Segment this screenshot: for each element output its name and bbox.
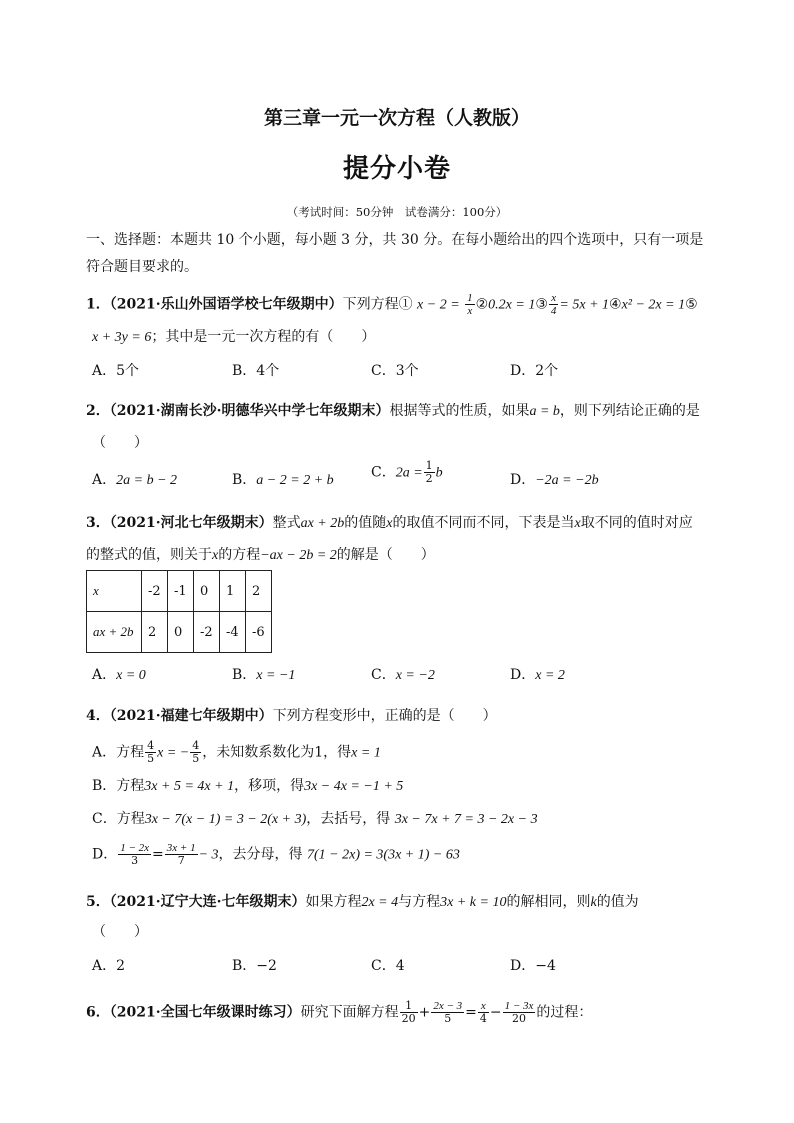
page-subtitle: 提分小卷 xyxy=(342,154,451,184)
option-a: A．2 xyxy=(92,958,126,974)
fraction: $\frac{2x - 3}{5}$ xyxy=(433,1000,463,1025)
question-source: （2021·乐山外国语学校七年级期中） xyxy=(109,296,343,313)
question-source: （2021·河北七年级期末） xyxy=(109,515,273,531)
question-number: 1． xyxy=(86,296,110,313)
option-d: D．2个 xyxy=(510,363,559,379)
table-cell: -4 xyxy=(220,612,246,653)
table-cell: 1 xyxy=(220,571,246,612)
question-3-line1: 3．（2021·河北七年级期末）整式ax + 2b的值随x的取值不同而不同，下表是当x取不同的值时对应 xyxy=(86,515,693,531)
table-cell: -1 xyxy=(168,571,194,612)
question-2-paren: （ ） xyxy=(92,435,148,451)
fraction: $\frac{3x + 1}{7}$ xyxy=(166,842,196,867)
question-source: （2021·福建七年级期中） xyxy=(109,708,273,724)
table-cell: -6 xyxy=(246,612,272,653)
option-d: D．−4 xyxy=(510,958,556,974)
option-b: B．方程3x + 5 = 4x + 1，移项，得3x − 4x = −1 + 5 xyxy=(92,778,404,794)
option-b: B．x = −1 xyxy=(232,667,296,683)
equation: = 5x + 1 xyxy=(559,297,610,313)
option-d: D．−2a = −2b xyxy=(510,472,599,488)
equation: a = b xyxy=(529,404,560,419)
option-b: B．4个 xyxy=(232,363,280,379)
fraction: $\frac{1 - 3x}{20}$ xyxy=(504,1000,534,1025)
table-cell: 0 xyxy=(168,612,194,653)
equation: 0.2x = 1 xyxy=(488,297,536,313)
option-d: D．x = 2 xyxy=(510,667,565,683)
value-table xyxy=(86,570,272,653)
option-b: B．−2 xyxy=(232,958,277,974)
fraction: $\frac{1}{20}$ xyxy=(401,999,416,1025)
fraction: $\frac{4}{5}$ xyxy=(147,739,155,765)
table-row xyxy=(87,571,272,612)
table-cell: 2 xyxy=(246,571,272,612)
fraction: $\frac{1}{x}$ xyxy=(467,292,473,317)
table-cell: 0 xyxy=(194,571,220,612)
question-stem: 下列方程① xyxy=(342,296,413,313)
table-row xyxy=(87,612,272,653)
option-b: B．a − 2 = 2 + b xyxy=(232,472,334,488)
equation: x − 2 = xyxy=(417,297,460,313)
option-c: C．2a = $\frac{1}{2}$ b xyxy=(371,459,443,485)
question-5-paren: （ ） xyxy=(92,924,148,940)
table-cell: 2 xyxy=(142,612,168,653)
option-a: A．x = 0 xyxy=(92,667,146,683)
question-1-line2: x + 3y = 6；其中是一元一次方程的有（ ） xyxy=(92,329,376,345)
question-2-line1: 2．（2021·湖南长沙·明德华兴中学七年级期末）根据等式的性质，如果a = b，则下列结论正确的是 xyxy=(86,403,700,419)
table-cell: -2 xyxy=(194,612,220,653)
question-6-line1: 6．（2021·全国七年级课时练习）研究下面解方程 $\frac{1}{20}$ + $\frac{2x - 3}{5}$ = $\frac{x}{4}$ − $\frac{1 - 3x}{20}$ 的过程： xyxy=(86,999,593,1025)
question-source: （2021·辽宁大连·七年级期末） xyxy=(109,894,306,910)
page-title: 第三章一元一次方程（人教版） xyxy=(263,107,530,129)
equation: x² − 2x = 1 xyxy=(621,297,686,313)
fraction: $\frac{x}{4}$ xyxy=(550,292,557,317)
option-a: A．5个 xyxy=(92,363,140,379)
fraction: $\frac{1 - 2x}{3}$ xyxy=(120,842,150,867)
question-3-line2: 的整式的值，则关于x的方程−ax − 2b = 2的解是（ ） xyxy=(86,547,435,563)
option-c: C．4 xyxy=(371,958,405,974)
question-4-stem: 4．（2021·福建七年级期中）下列方程变形中，正确的是（ ） xyxy=(86,708,497,724)
question-5-line1: 5．（2021·辽宁大连·七年级期末）如果方程2x = 4与方程3x + k = 10的解相同，则k的值为 xyxy=(86,894,639,910)
question-source: （2021·湖南长沙·明德华兴中学七年级期末） xyxy=(109,403,390,419)
fraction: $\frac{4}{5}$ xyxy=(192,739,200,765)
fraction: $\frac{1}{2}$ xyxy=(425,459,433,485)
exam-meta: （考试时间：50分钟 试卷满分：100分） xyxy=(286,205,508,219)
section-heading-line1: 一、选择题：本题共 10 个小题，每小题 3 分，共 30 分。在每小题给出的四个选项中，只有一项是 xyxy=(86,232,704,248)
equation: x + 3y = 6 xyxy=(92,330,152,345)
option-c: C．方程3x − 7(x − 1) = 3 − 2(x + 3)，去括号，得 3x − 7x + 7 = 3 − 2x − 3 xyxy=(92,811,538,827)
question-1-line1: 1．（2021·乐山外国语学校七年级期中）下列方程① x − 2 = $\frac{1}{x}$ ②0.2x = 1③ $\frac{x}{4}$ = 5x + 1④x² − 2x = 1⑤ xyxy=(86,292,698,317)
option-c: C．x = −2 xyxy=(371,667,435,683)
option-d: D． $\frac{1 - 2x}{3}$ = $\frac{3x + 1}{7}$ − 3，去分母，得 7(1 − 2x) = 3(3x + 1) − 63 xyxy=(92,842,460,867)
table-cell: ax + 2b xyxy=(87,612,142,653)
fraction: $\frac{x}{4}$ xyxy=(479,1000,487,1025)
option-c: C．3个 xyxy=(371,363,419,379)
option-a: A．方程 $\frac{4}{5}$ x = − $\frac{4}{5}$ ，未知数系数化为1，得x = 1 xyxy=(92,739,381,765)
option-a: A．2a = b − 2 xyxy=(92,472,178,488)
question-source: （2021·全国七年级课时练习） xyxy=(109,1004,301,1021)
section-heading-line2: 符合题目要求的。 xyxy=(86,259,198,275)
table-cell: -2 xyxy=(142,571,168,612)
table-cell: x xyxy=(87,571,142,612)
